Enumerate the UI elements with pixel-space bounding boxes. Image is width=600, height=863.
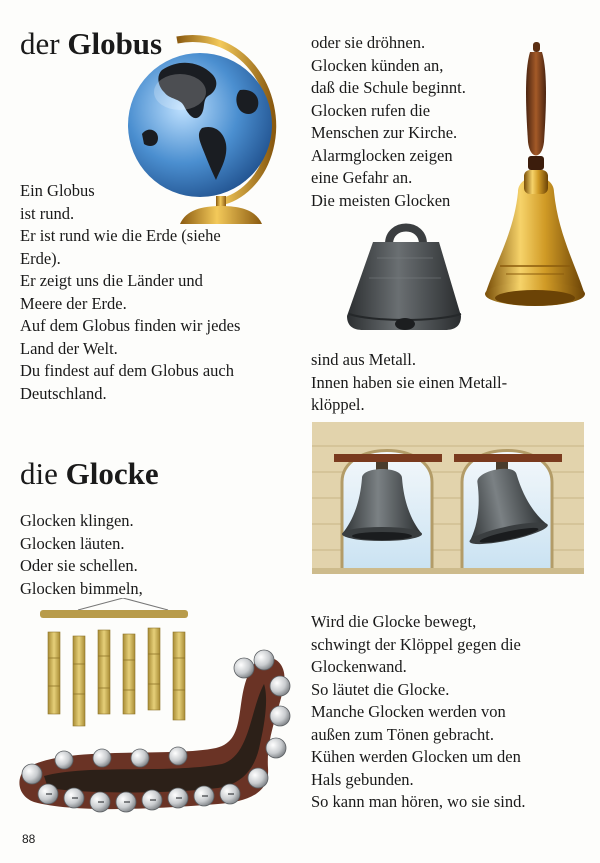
glocke-text-line: Kühen werden Glocken um den <box>311 747 521 766</box>
globus-line: Meere der Erde. <box>20 293 127 313</box>
globus-line: Land der Welt. <box>20 338 118 358</box>
glocke-text-line: Hals gebunden. <box>311 769 414 789</box>
glocke-intro-line: Glocken läuten. <box>20 533 125 553</box>
glocke-text-line: Innen haben sie einen Metall- <box>311 372 508 392</box>
globus-line: Er zeigt uns die Länder und <box>20 271 203 290</box>
glocke-heading <box>20 456 159 492</box>
globus-line: Deutschland. <box>20 383 107 403</box>
glocke-text-line: Glocken künden an, <box>311 55 444 75</box>
glocke-word: Glocke <box>65 456 159 491</box>
globus-line: Du findest auf dem Globus auch <box>20 361 234 380</box>
globus-line: Ein Globus <box>20 181 95 200</box>
tower-bells-illustration <box>312 422 584 582</box>
glocke-article: die <box>20 456 58 491</box>
glocke-text-line: Alarmglocken zeigen <box>311 145 453 165</box>
glocke-text-line: schwingt der Klöppel gegen die <box>311 634 521 654</box>
glocke-intro-line: Glocken klingen. <box>20 511 134 530</box>
glocke-text-line: Wird die Glocke bewegt, <box>311 612 477 631</box>
glocke-text-line: oder sie dröhnen. <box>311 33 426 52</box>
cowbell-illustration <box>343 218 468 334</box>
globus-text <box>20 180 240 405</box>
glocke-top-right-text <box>311 32 466 212</box>
glocke-text-line: So kann man hören, wo sie sind. <box>311 792 526 811</box>
globus-line: Erde). <box>20 248 61 268</box>
glocke-text-line: Die meisten Glocken <box>311 190 451 210</box>
globus-line: ist rund. <box>20 203 75 223</box>
glocke-bottom-right-text <box>311 611 525 814</box>
handbell-illustration <box>478 42 590 324</box>
glocke-text-line: Menschen zur Kirche. <box>311 123 458 142</box>
glocke-mid-right-text <box>311 349 507 417</box>
glocke-text-line: außen zum Tönen gebracht. <box>311 724 494 744</box>
glocke-intro-line: Oder sie schellen. <box>20 556 138 575</box>
glocke-text-line: klöppel. <box>311 395 365 414</box>
glocke-text-line: Manche Glocken werden von <box>311 702 506 721</box>
globus-article: der <box>20 26 60 61</box>
page-number: 88 <box>22 832 36 846</box>
globus-line: Er ist rund wie die Erde (siehe <box>20 226 221 245</box>
glocke-text-line: sind aus Metall. <box>311 350 416 369</box>
wind-chime-illustration <box>18 598 300 818</box>
glocke-intro-text <box>20 510 143 600</box>
glocke-text-line: Glockenwand. <box>311 657 407 676</box>
globus-word: Globus <box>67 26 163 61</box>
glocke-text-line: So läutet die Glocke. <box>311 679 450 699</box>
glocke-text-line: eine Gefahr an. <box>311 168 413 187</box>
glocke-intro-line: Glocken bimmeln, <box>20 578 143 598</box>
glocke-text-line: Glocken rufen die <box>311 100 431 120</box>
glocke-text-line: daß die Schule beginnt. <box>311 78 466 97</box>
globus-line: Auf dem Globus finden wir jedes <box>20 316 241 335</box>
